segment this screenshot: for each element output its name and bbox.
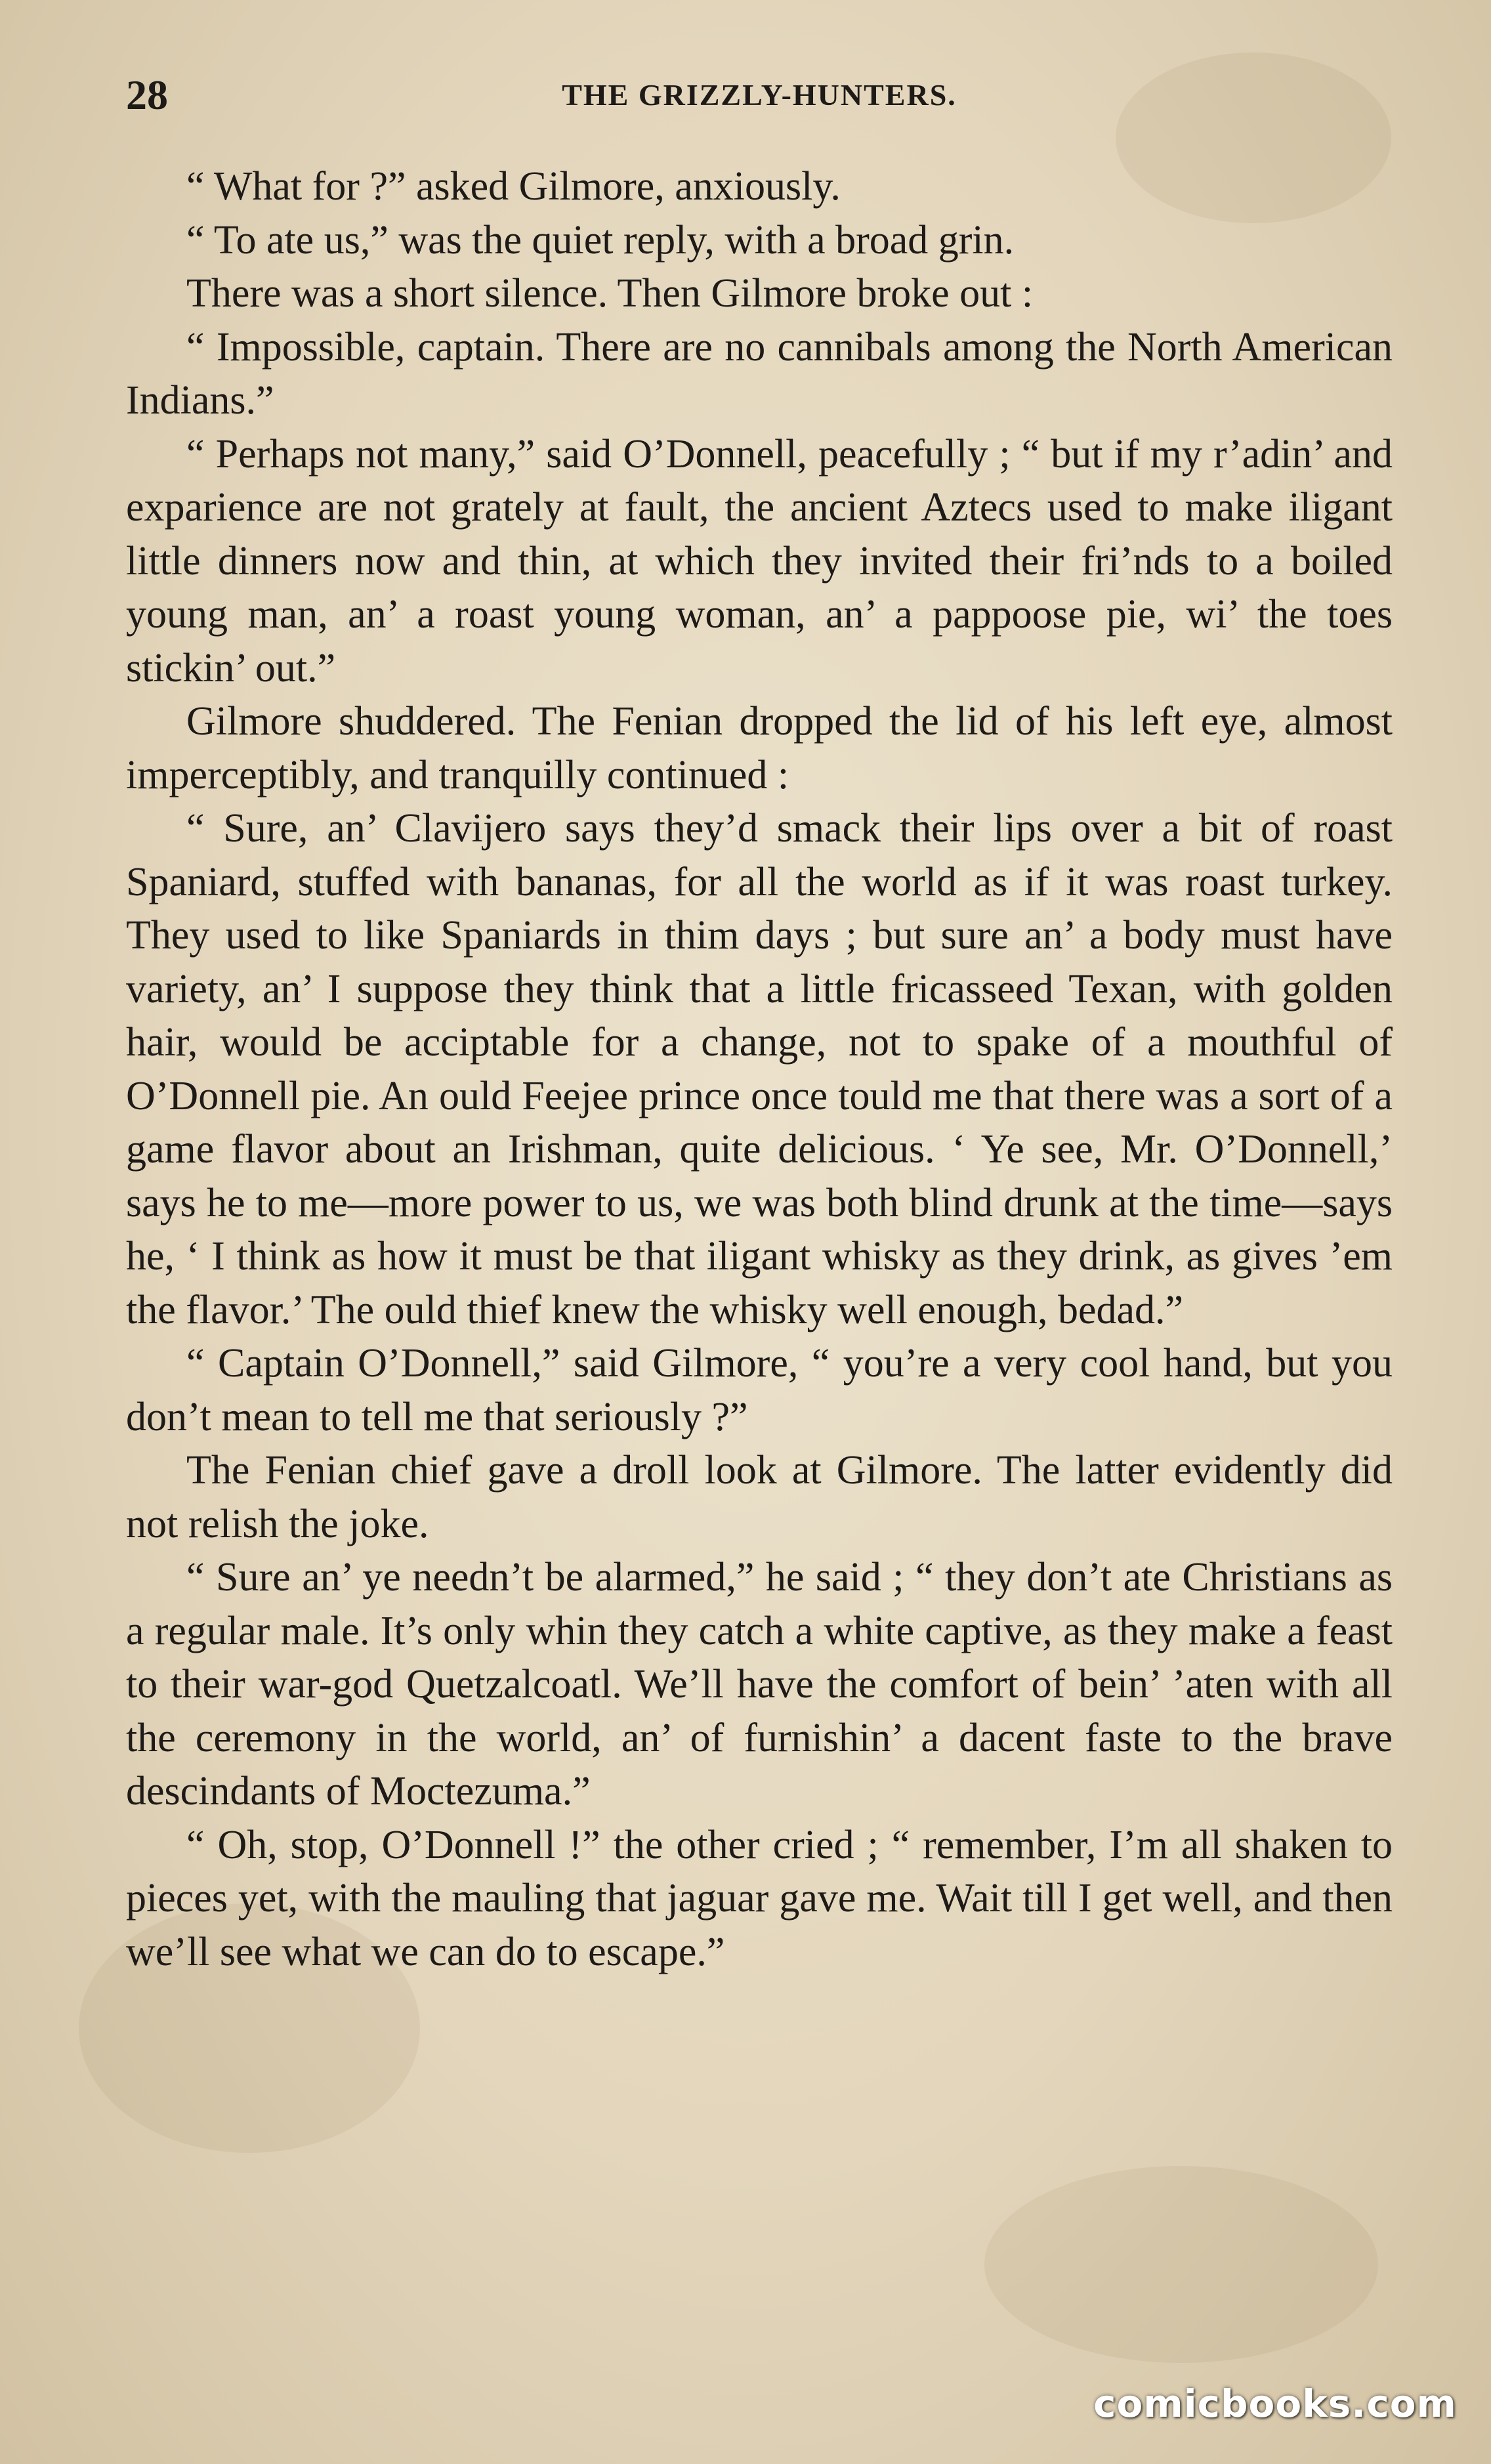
paragraph: “ To ate us,” was the quiet reply, with a broad grin. [186, 217, 1015, 263]
paragraph: “ Sure an’ ye needn’t be alarmed,” he said ; “ they don’t ate Christians as a regular male. It’s only whin they catch a white captive, as they make a feast to their war-god Quetzalcoatl. We’ll have the comfort of bein’ ’aten with all the ceremony in the world, an’ of furnishin’ a dacent faste to the brave descindants of Moctezuma.” [126, 1555, 1393, 1814]
paragraph: “ Perhaps not many,” said O’Donnell, peacefully ; “ but if my r’adin’ and exparience are not grately at fault, the ancient Aztecs used to make iligant little dinners now and thin, at which they invited their fri’nds to a boiled young man, an’ a roast young woman, an’ a pappoose pie, wi’ the toes stickin’ out.” [126, 431, 1393, 690]
site-watermark: comicbooks.com [1093, 2381, 1457, 2426]
paragraph: “ Oh, stop, O’Donnell !” the other cried ; “ remember, I’m all shaken to pieces yet, with the mauling that jaguar gave me. Wait till I get well, and then we’ll see what we can do to escape.” [126, 1822, 1393, 1974]
body-text [126, 160, 1393, 1979]
paragraph: “ Impossible, captain. There are no cannibals among the North American Indians.” [126, 324, 1393, 423]
paragraph: “ Captain O’Donnell,” said Gilmore, “ you’re a very cool hand, but you don’t mean to tell me that seriously ?” [126, 1341, 1393, 1439]
paragraph: The Fenian chief gave a droll look at Gilmore. The latter evidently did not relish the joke. [126, 1448, 1393, 1546]
page-header [126, 66, 1393, 125]
paragraph: “ What for ?” asked Gilmore, anxiously. [186, 164, 841, 209]
paragraph: Gilmore shuddered. The Fenian dropped the lid of his left eye, almost imperceptibly, and tranquilly continued : [126, 699, 1393, 797]
running-head: THE GRIZZLY-HUNTERS. [562, 78, 957, 112]
paper-stain [984, 2166, 1378, 2363]
paragraph: “ Sure, an’ Clavijero says they’d smack their lips over a bit of roast Spaniard, stuffed with bananas, for all the world as if it was roast turkey. They used to like Spaniards in thim days ; but sure an’ a body must have variety, an’ I suppose they think that a little fricasseed Texan, with golden hair, would be acciptable for a change, not to spake of a mouthful of O’Donnell pie. An ould Feejee prince once tould me that there was a sort of a game flavor about an Irishman, quite delicious. ‘ Ye see, Mr. O’Donnell,’ says he to me—more power to us, we was both blind drunk at the time—says he, ‘ I think as how it must be that iligant whisky as they drink, as gives ’em the flavor.’ The ould thief knew the whisky well enough, bedad.” [126, 806, 1393, 1332]
page-number: 28 [126, 72, 168, 118]
paragraph: There was a short silence. Then Gilmore broke out : [186, 271, 1034, 316]
